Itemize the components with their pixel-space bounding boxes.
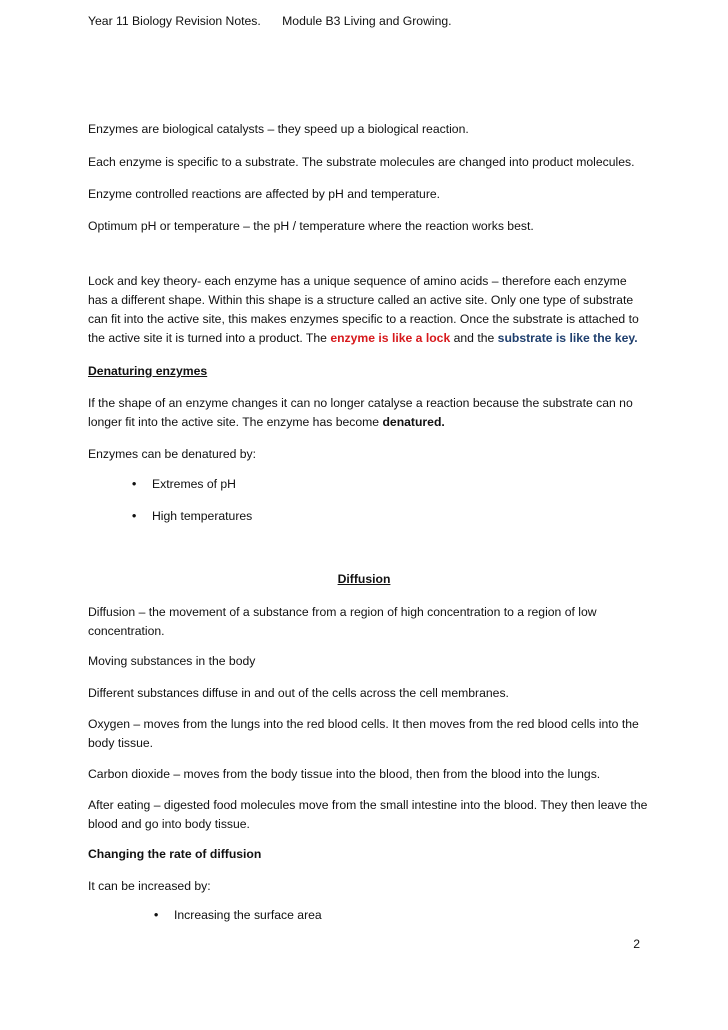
- denaturing-paragraph: [88, 394, 648, 432]
- bullet-icon: •: [132, 509, 137, 523]
- diffusion-title: Diffusion: [337, 572, 391, 586]
- header-module: Module B3 Living and Growing.: [282, 14, 452, 28]
- rate-of-diffusion-heading: Changing the rate of diffusion: [88, 847, 262, 861]
- increased-by-text: It can be increased by:: [88, 879, 211, 893]
- page-number: 2: [633, 937, 640, 951]
- lock-key-text: Lock and key theory- each enzyme has a unique sequence of amino acids – therefore each enzyme has a different shape. Within this shape is a structure called an active site. Only one type of substrate can fit into the active site, this makes enzymes specific to a reaction. Once the substrate is attached to the active site it is turned into a product. The: [88, 274, 639, 345]
- enzymes-paragraph-3: Enzyme controlled reactions are affected by pH and temperature.: [88, 187, 441, 201]
- list-item: [132, 509, 252, 523]
- denaturing-text: If the shape of an enzyme changes it can no longer catalyse a reaction because the substrate can no longer fit into the active site. The enzyme has become: [88, 396, 633, 429]
- denaturing-heading: Denaturing enzymes: [88, 364, 208, 378]
- diffusion-definition: Diffusion – the movement of a substance from a region of high concentration to a region of low concentration.: [88, 605, 597, 638]
- moving-substances-text: Moving substances in the body: [88, 654, 256, 668]
- list-item-text: High temperatures: [152, 509, 253, 523]
- header-course: Year 11 Biology Revision Notes.: [88, 14, 261, 28]
- page-header: [88, 14, 452, 28]
- oxygen-paragraph: Oxygen – moves from the lungs into the red blood cells. It then moves from the red blood cells into the body tissue.: [88, 717, 639, 750]
- list-item-text: Extremes of pH: [152, 477, 236, 491]
- key-phrase: substrate is like the key.: [497, 331, 638, 345]
- carbon-dioxide-paragraph: Carbon dioxide – moves from the body tissue into the blood, then from the blood into the lungs.: [88, 767, 601, 781]
- bullet-icon: •: [132, 477, 137, 491]
- different-substances-text: Different substances diffuse in and out of the cells across the cell membranes.: [88, 686, 509, 700]
- enzymes-paragraph-2: Each enzyme is specific to a substrate. The substrate molecules are changed into product molecules.: [88, 155, 635, 169]
- denatured-word: denatured.: [382, 415, 445, 429]
- list-item: [132, 477, 236, 491]
- enzymes-paragraph-4: Optimum pH or temperature – the pH / temperature where the reaction works best.: [88, 219, 534, 233]
- after-eating-paragraph: After eating – digested food molecules move from the small intestine into the blood. They then leave the blood and go into body tissue.: [88, 798, 648, 831]
- enzymes-paragraph-1: Enzymes are biological catalysts – they speed up a biological reaction.: [88, 122, 469, 136]
- bullet-icon: •: [154, 908, 159, 922]
- denatured-by-text: Enzymes can be denatured by:: [88, 447, 257, 461]
- lock-and-key-paragraph: [88, 272, 648, 348]
- list-item-text: Increasing the surface area: [174, 908, 322, 922]
- lock-phrase: enzyme is like a lock: [330, 331, 451, 345]
- list-item: [154, 908, 322, 922]
- and-the-text: and the: [450, 331, 498, 345]
